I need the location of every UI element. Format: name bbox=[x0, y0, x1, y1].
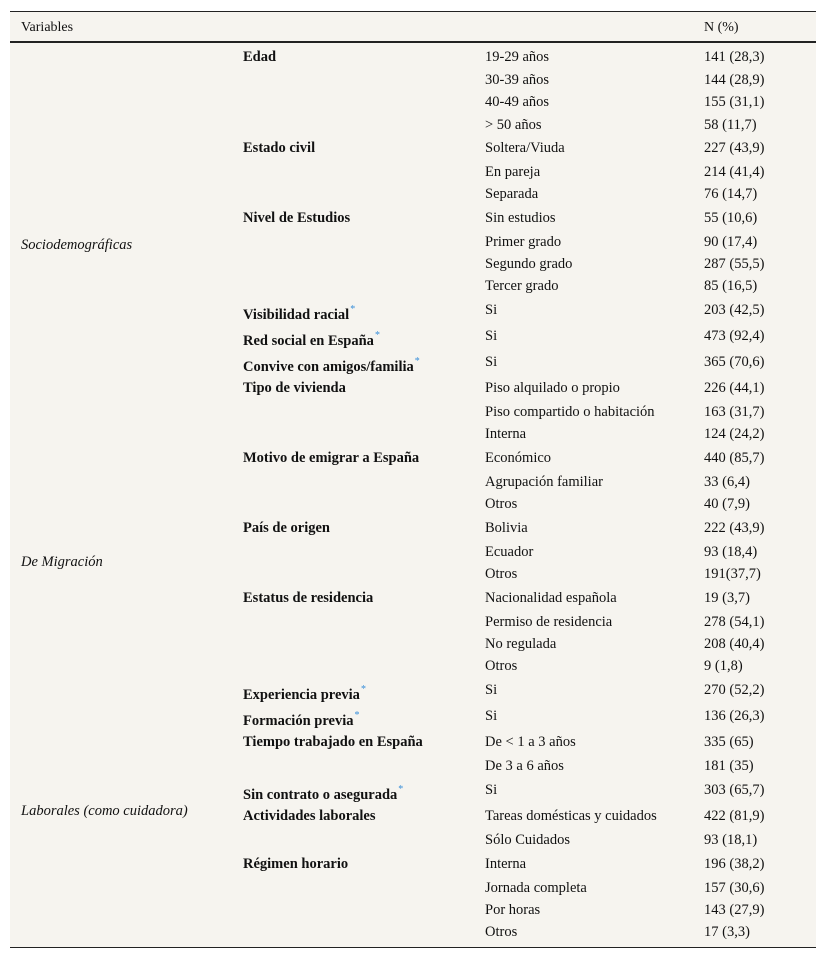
value-cell: 143 (27,9) bbox=[704, 902, 765, 918]
value-cell: 136 (26,3) bbox=[704, 708, 765, 724]
level-cell: Si bbox=[485, 354, 498, 370]
level-cell: Interna bbox=[485, 856, 527, 872]
level-cell: Otros bbox=[485, 496, 518, 512]
level-cell: 30-39 años bbox=[485, 72, 550, 88]
variable-label: Red social en España* bbox=[243, 330, 380, 349]
header-variables: Variables bbox=[21, 20, 74, 35]
level-cell: Segundo grado bbox=[485, 256, 573, 272]
value-cell: 222 (43,9) bbox=[704, 520, 765, 536]
footnote-asterisk[interactable]: * bbox=[398, 784, 404, 795]
variable-label: Régimen horario bbox=[243, 856, 349, 872]
level-cell: Piso alquilado o propio bbox=[485, 380, 620, 396]
level-cell: Permiso de residencia bbox=[485, 614, 613, 630]
level-cell: No regulada bbox=[485, 636, 557, 652]
level-cell: Agrupación familiar bbox=[485, 474, 603, 490]
footnote-asterisk[interactable]: * bbox=[350, 304, 356, 315]
variable-label: Motivo de emigrar a España bbox=[243, 450, 420, 466]
level-cell: En pareja bbox=[485, 164, 541, 180]
value-cell: 422 (81,9) bbox=[704, 808, 765, 824]
header-n-pct: N (%) bbox=[704, 20, 739, 35]
level-cell: Si bbox=[485, 782, 498, 798]
variable-label: Estatus de residencia bbox=[243, 590, 374, 606]
value-cell: 208 (40,4) bbox=[704, 636, 765, 652]
value-cell: 17 (3,3) bbox=[704, 924, 750, 940]
value-cell: 196 (38,2) bbox=[704, 856, 765, 872]
level-cell: Primer grado bbox=[485, 234, 562, 250]
level-cell: De 3 a 6 años bbox=[485, 758, 564, 774]
value-cell: 19 (3,7) bbox=[704, 590, 750, 606]
variable-label: Convive con amigos/familia* bbox=[243, 356, 420, 375]
level-cell: De < 1 a 3 años bbox=[485, 734, 576, 750]
value-cell: 85 (16,5) bbox=[704, 278, 758, 294]
footnote-asterisk[interactable]: * bbox=[414, 356, 420, 367]
value-cell: 214 (41,4) bbox=[704, 164, 765, 180]
value-cell: 163 (31,7) bbox=[704, 404, 765, 420]
variable-label: Formación previa* bbox=[243, 710, 360, 729]
category-label: De Migración bbox=[21, 554, 103, 570]
value-cell: 203 (42,5) bbox=[704, 302, 765, 318]
value-cell: 141 (28,3) bbox=[704, 49, 765, 65]
value-cell: 270 (52,2) bbox=[704, 682, 765, 698]
value-cell: 278 (54,1) bbox=[704, 614, 765, 630]
value-cell: 440 (85,7) bbox=[704, 450, 765, 466]
value-cell: 55 (10,6) bbox=[704, 210, 758, 226]
level-cell: Nacionalidad española bbox=[485, 590, 617, 606]
level-cell: Interna bbox=[485, 426, 527, 442]
value-cell: 9 (1,8) bbox=[704, 658, 743, 674]
level-cell: Si bbox=[485, 328, 498, 344]
value-cell: 303 (65,7) bbox=[704, 782, 765, 798]
level-cell: Bolivia bbox=[485, 520, 528, 536]
value-cell: 365 (70,6) bbox=[704, 354, 765, 370]
value-cell: 33 (6,4) bbox=[704, 474, 750, 490]
level-cell: Separada bbox=[485, 186, 539, 202]
value-cell: 124 (24,2) bbox=[704, 426, 765, 442]
level-cell: Otros bbox=[485, 566, 518, 582]
value-cell: 76 (14,7) bbox=[704, 186, 758, 202]
value-cell: 227 (43,9) bbox=[704, 140, 765, 156]
level-cell: Sin estudios bbox=[485, 210, 556, 226]
value-cell: 144 (28,9) bbox=[704, 72, 765, 88]
level-cell: Si bbox=[485, 708, 498, 724]
level-cell: Jornada completa bbox=[485, 880, 587, 896]
value-cell: 93 (18,1) bbox=[704, 832, 758, 848]
variable-label: Experiencia previa* bbox=[243, 684, 366, 703]
level-cell: Otros bbox=[485, 924, 518, 940]
level-cell: Sólo Cuidados bbox=[485, 832, 570, 848]
level-cell: Piso compartido o habitación bbox=[485, 404, 655, 420]
variable-label: Sin contrato o asegurada* bbox=[243, 784, 404, 803]
value-cell: 90 (17,4) bbox=[704, 234, 758, 250]
value-cell: 58 (11,7) bbox=[704, 117, 757, 133]
variable-label: País de origen bbox=[243, 520, 330, 536]
table-header bbox=[10, 12, 816, 43]
variable-label: Actividades laborales bbox=[243, 808, 376, 824]
level-cell: Si bbox=[485, 302, 498, 318]
value-cell: 473 (92,4) bbox=[704, 328, 765, 344]
level-cell: Tercer grado bbox=[485, 278, 559, 294]
level-cell: Por horas bbox=[485, 902, 541, 918]
level-cell: Económico bbox=[485, 450, 552, 466]
footnote-asterisk[interactable]: * bbox=[354, 710, 360, 721]
variable-label: Nivel de Estudios bbox=[243, 210, 351, 226]
value-cell: 40 (7,9) bbox=[704, 496, 750, 512]
level-cell: 19-29 años bbox=[485, 49, 550, 65]
data-table bbox=[10, 11, 816, 948]
level-cell: Otros bbox=[485, 658, 518, 674]
value-cell: 157 (30,6) bbox=[704, 880, 765, 896]
value-cell: 155 (31,1) bbox=[704, 94, 765, 110]
value-cell: 335 (65) bbox=[704, 734, 754, 750]
value-cell: 226 (44,1) bbox=[704, 380, 765, 396]
level-cell: Soltera/Viuda bbox=[485, 140, 565, 156]
level-cell: Ecuador bbox=[485, 544, 534, 560]
category-label: Sociodemográficas bbox=[21, 237, 133, 253]
variable-label: Tiempo trabajado en España bbox=[243, 734, 423, 750]
value-cell: 287 (55,5) bbox=[704, 256, 765, 272]
footnote-asterisk[interactable]: * bbox=[374, 330, 380, 341]
variable-label: Tipo de vivienda bbox=[243, 380, 346, 396]
variable-label: Visibilidad racial* bbox=[243, 304, 356, 323]
value-cell: 93 (18,4) bbox=[704, 544, 758, 560]
variable-label: Edad bbox=[243, 49, 277, 65]
level-cell: 40-49 años bbox=[485, 94, 550, 110]
value-cell: 191(37,7) bbox=[704, 566, 761, 582]
variable-label: Estado civil bbox=[243, 140, 316, 156]
level-cell: Si bbox=[485, 682, 498, 698]
category-label: Laborales (como cuidadora) bbox=[21, 803, 188, 819]
level-cell: > 50 años bbox=[485, 117, 542, 133]
level-cell: Tareas domésticas y cuidados bbox=[485, 808, 657, 824]
footnote-asterisk[interactable]: * bbox=[360, 684, 366, 695]
value-cell: 181 (35) bbox=[704, 758, 754, 774]
